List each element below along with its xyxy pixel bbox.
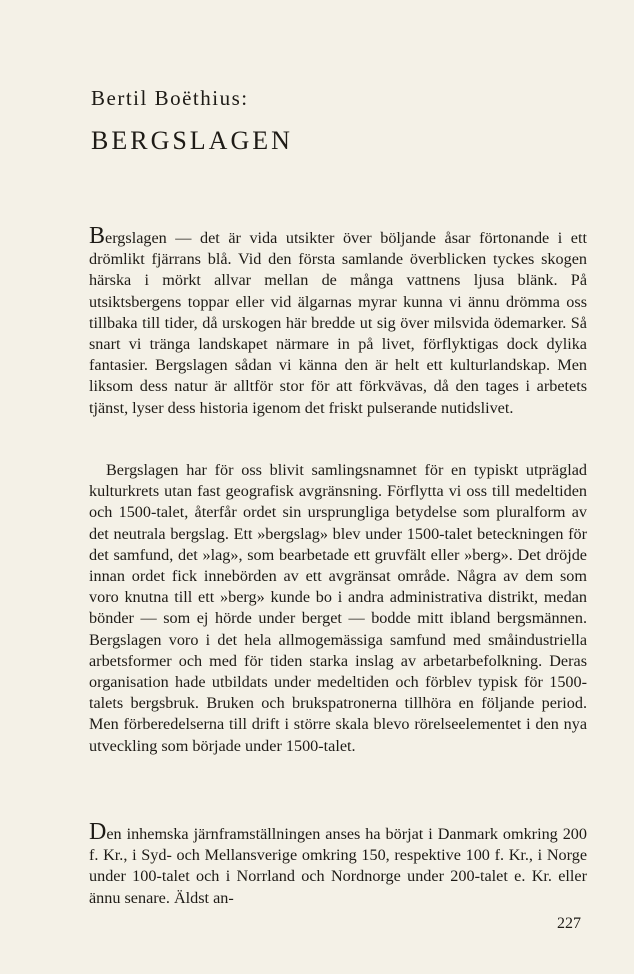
page-number: 227 xyxy=(557,915,581,932)
initial-letter: D xyxy=(89,819,107,845)
paragraph-1 xyxy=(89,224,587,419)
initial-letter: B xyxy=(89,223,106,249)
author-name: Bertil Boëthius: xyxy=(91,86,249,110)
paragraph-3 xyxy=(89,820,587,909)
chapter-title: BERGSLAGEN xyxy=(91,126,293,155)
paragraph-3-text: en inhemska järnframställningen anses ha börjat i Danmark omkring 200 f. Kr., i Syd- och Mellansverige omkring 150, respektive 100 f. Kr., i Norge under 100-talet och i Norrland och Nordnorge under 200-talet e. Kr. eller ännu senare. Äldst an- xyxy=(89,825,587,907)
paragraph-2: Bergslagen har för oss blivit samlingsnamnet för en typiskt utpräglad kulturkrets utan fast geografisk avgränsning. Förflytta vi oss till medeltiden och 1500-talet, återfår ordet sin ursprungliga betydelse som pluralform av det neutrala bergslag. Ett »bergslag» blev under 1500-talet beteckningen för det samfund, det »lag», som bearbetade ett gruvfält eller »berg». Det dröjde innan ordet fick innebörden av ett avgränsat område. Några av dem som voro knutna till ett »berg» kunde bo i andra administrativa distrikt, medan bönder — som ej hörde under berget — bodde mitt ibland bergsmännen. Bergslagen voro i det hela allmogemässiga samfund med småindustriella arbetsformer och med för tiden starka inslag av arbetarbefolkning. Deras organisation hade utbildats under medeltiden och förblev typisk för 1500-talets bergsbruk. Bruken och brukspatronerna tillhöra en följande period. Men förberedelserna till drift i större skala blevo rörelseelementet i den nya utveckling som började under 1500-talet. xyxy=(89,461,587,755)
paragraph-1-text: ergslagen — det är vida utsikter över böljande åsar förtonande i ett drömlikt fjärrans blå. Vid den första samlande överblicken tyckes skogen härska i mörkt allvar mellan de många vattnens ljusa blänk. På utsiktsbergens toppar eller vid älgarnas myrar kunna vi ännu drömma oss tillbaka till tider, då urskogen här bredde ut sig över milsvida ödemarker. Så snart vi tränga landskapet närmare in på livet, förflyktigas dock dylika fantasier. Bergslagen sådan vi känna den är helt ett kulturlandskap. Men liksom dess natur är alltför stor för att förkvävas, då den tages i arbetets tjänst, lyser dess historia igenom det friskt pulserande nutidslivet. xyxy=(89,229,587,417)
